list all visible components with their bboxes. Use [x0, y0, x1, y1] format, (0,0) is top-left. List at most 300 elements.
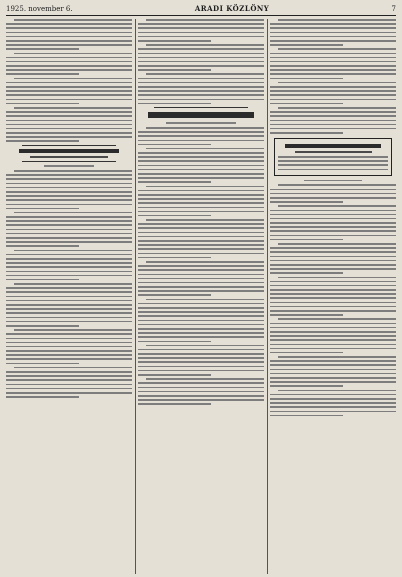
text-line — [270, 352, 343, 354]
text-line — [270, 23, 396, 25]
article-paragraph — [138, 345, 264, 376]
article-paragraph — [6, 367, 132, 398]
text-line — [6, 27, 132, 29]
section-divider — [22, 145, 116, 146]
text-line — [138, 240, 264, 242]
text-line — [6, 363, 79, 365]
text-line — [270, 73, 396, 75]
text-line — [270, 57, 396, 59]
text-line — [270, 406, 396, 408]
text-line — [146, 345, 264, 347]
text-line — [6, 178, 132, 180]
text-line — [270, 364, 396, 366]
article-byline — [166, 122, 235, 124]
article-paragraph — [138, 148, 264, 183]
section-divider — [22, 161, 116, 162]
page-number: 7 — [391, 4, 396, 13]
text-line — [270, 193, 396, 195]
text-line — [6, 40, 132, 42]
text-line — [146, 148, 264, 150]
article-paragraph — [270, 318, 396, 353]
text-line — [6, 82, 132, 84]
article-paragraph — [270, 205, 396, 240]
text-line — [14, 53, 132, 55]
text-line — [138, 361, 264, 363]
text-line — [6, 128, 132, 130]
text-line — [138, 173, 264, 175]
article-paragraph — [138, 378, 264, 405]
text-line — [6, 229, 132, 231]
text-line — [270, 247, 396, 249]
text-line — [6, 321, 132, 323]
text-line — [138, 207, 264, 209]
text-line — [6, 73, 79, 75]
text-line — [270, 90, 396, 92]
article-byline — [304, 180, 362, 182]
text-line — [270, 306, 396, 308]
text-line — [138, 202, 264, 204]
text-line — [6, 258, 132, 260]
text-line — [270, 69, 396, 71]
text-line — [6, 342, 132, 344]
text-line — [138, 215, 211, 217]
text-line — [6, 300, 132, 302]
text-line — [270, 40, 396, 42]
text-line — [270, 214, 396, 216]
text-line — [138, 78, 264, 80]
text-line — [6, 224, 132, 226]
article-paragraph — [270, 184, 396, 202]
text-line — [6, 233, 132, 235]
page-header — [6, 3, 396, 14]
text-line — [270, 394, 396, 396]
text-line — [138, 265, 264, 267]
text-line — [6, 115, 132, 117]
text-line — [270, 103, 343, 105]
article-paragraph — [6, 19, 132, 50]
article-paragraph — [138, 127, 264, 145]
text-line — [6, 338, 132, 340]
text-line — [138, 211, 264, 213]
text-line — [270, 360, 396, 362]
text-line — [138, 177, 264, 179]
text-line — [138, 332, 264, 334]
text-line — [138, 353, 264, 355]
text-line — [270, 377, 396, 379]
text-line — [6, 275, 132, 277]
text-line — [14, 78, 132, 80]
text-line — [278, 356, 396, 358]
text-line — [270, 310, 396, 312]
text-line — [146, 19, 264, 21]
text-line — [270, 53, 396, 55]
text-line — [138, 286, 264, 288]
text-line — [138, 144, 211, 146]
text-line — [6, 296, 132, 298]
text-line — [138, 320, 264, 322]
text-line — [6, 216, 132, 218]
text-line — [138, 290, 264, 292]
text-line — [146, 127, 264, 129]
article-paragraph — [270, 107, 396, 134]
text-line — [138, 23, 264, 25]
text-line — [270, 239, 343, 241]
text-line — [138, 194, 264, 196]
article-paragraph — [6, 107, 132, 142]
text-line — [270, 78, 343, 80]
text-line — [138, 48, 264, 50]
text-line — [138, 349, 264, 351]
text-line — [270, 348, 396, 350]
text-line — [270, 411, 396, 413]
text-line — [270, 230, 396, 232]
text-line — [6, 237, 132, 239]
text-line — [270, 197, 396, 199]
text-line — [138, 374, 211, 376]
text-line — [270, 115, 396, 117]
text-line — [138, 328, 264, 330]
text-line — [6, 220, 132, 222]
text-line — [138, 403, 211, 405]
article-byline — [44, 165, 94, 167]
text-line — [6, 57, 132, 59]
text-line — [6, 44, 132, 46]
text-line — [6, 325, 79, 327]
text-line — [138, 269, 264, 271]
text-line — [6, 69, 132, 71]
text-line — [270, 128, 396, 130]
text-line — [138, 103, 211, 105]
text-line — [6, 90, 132, 92]
text-line — [138, 65, 264, 67]
text-line — [138, 198, 264, 200]
text-line — [138, 253, 264, 255]
text-line — [270, 86, 396, 88]
text-line — [138, 282, 264, 284]
text-line — [6, 111, 132, 113]
article-paragraph — [6, 250, 132, 281]
text-line — [6, 48, 79, 50]
text-line — [146, 299, 264, 301]
text-line — [138, 336, 264, 338]
text-line — [278, 48, 396, 50]
text-line — [278, 107, 396, 109]
text-line — [138, 61, 264, 63]
text-line — [138, 307, 264, 309]
text-line — [6, 354, 132, 356]
text-line — [270, 297, 396, 299]
text-line — [270, 218, 396, 220]
text-line — [138, 86, 264, 88]
text-line — [278, 184, 396, 186]
text-line — [6, 346, 132, 348]
text-line — [138, 236, 264, 238]
column-rule — [135, 19, 136, 574]
article-paragraph — [138, 186, 264, 217]
text-line — [138, 248, 264, 250]
text-line — [6, 304, 132, 306]
text-line — [138, 366, 264, 368]
header-rule — [6, 15, 396, 16]
text-line — [270, 381, 396, 383]
text-line — [146, 186, 264, 188]
text-line — [6, 241, 132, 243]
text-line — [14, 250, 132, 252]
text-line — [270, 264, 396, 266]
article-paragraph — [138, 44, 264, 71]
text-line — [6, 140, 79, 142]
text-line — [270, 120, 396, 122]
column-rule — [267, 19, 268, 574]
text-line — [6, 61, 132, 63]
text-line — [270, 222, 396, 224]
text-line — [138, 391, 264, 393]
text-line — [146, 261, 264, 263]
text-line — [138, 53, 264, 55]
text-line — [6, 103, 79, 105]
text-line — [138, 82, 264, 84]
text-line — [14, 19, 132, 21]
text-line — [138, 94, 264, 96]
text-line — [270, 369, 396, 371]
text-line — [138, 90, 264, 92]
text-line — [6, 86, 132, 88]
text-line — [138, 169, 264, 171]
text-line — [6, 191, 132, 193]
article-paragraph — [138, 19, 264, 42]
text-line — [146, 73, 264, 75]
text-line — [270, 323, 396, 325]
boxed-notice — [274, 138, 392, 176]
text-line — [270, 293, 396, 295]
text-line — [270, 272, 343, 274]
text-line — [270, 327, 396, 329]
text-line — [270, 235, 396, 237]
article-paragraph — [270, 19, 396, 46]
text-line — [138, 294, 211, 296]
article-paragraph — [270, 48, 396, 79]
column-1 — [6, 19, 132, 574]
text-line — [6, 124, 132, 126]
text-line — [270, 210, 396, 212]
text-line — [138, 244, 264, 246]
text-line — [6, 204, 132, 206]
article-paragraph — [270, 390, 396, 417]
text-line — [138, 357, 264, 359]
text-line — [138, 382, 264, 384]
text-line — [6, 287, 132, 289]
article-paragraph — [6, 170, 132, 209]
text-line — [138, 57, 264, 59]
text-line — [138, 160, 264, 162]
text-line — [270, 302, 396, 304]
text-line — [138, 278, 264, 280]
article-heading — [148, 112, 254, 118]
text-line — [6, 99, 132, 101]
text-line — [6, 333, 132, 335]
text-line — [270, 124, 396, 126]
text-line — [6, 32, 132, 34]
text-line — [138, 303, 264, 305]
text-line — [138, 341, 211, 343]
text-line — [270, 132, 343, 134]
text-line — [6, 262, 132, 264]
text-line — [278, 277, 396, 279]
text-line — [138, 32, 264, 34]
issue-date: 1925. november 6. — [6, 4, 73, 13]
text-line — [6, 350, 132, 352]
text-line — [6, 199, 132, 201]
article-paragraph — [138, 219, 264, 258]
text-line — [138, 69, 211, 71]
text-line — [138, 395, 264, 397]
text-line — [270, 32, 396, 34]
text-line — [270, 402, 396, 404]
article-paragraph — [6, 78, 132, 105]
text-line — [138, 190, 264, 192]
text-line — [270, 61, 396, 63]
text-line — [146, 44, 264, 46]
text-line — [138, 131, 264, 133]
text-line — [270, 285, 396, 287]
article-paragraph — [270, 243, 396, 274]
article-paragraph — [6, 53, 132, 76]
text-line — [6, 375, 132, 377]
text-line — [6, 388, 132, 390]
text-line — [278, 82, 396, 84]
text-line — [278, 156, 388, 158]
text-line — [6, 174, 132, 176]
text-line — [6, 23, 132, 25]
text-line — [6, 396, 79, 398]
text-line — [6, 183, 132, 185]
text-line — [6, 392, 132, 394]
newspaper-title: ARADI KÖZLÖNY — [194, 4, 270, 13]
article-paragraph — [270, 277, 396, 316]
text-line — [138, 257, 211, 259]
text-line — [278, 390, 396, 392]
text-line — [6, 317, 132, 319]
text-line — [138, 274, 264, 276]
text-line — [270, 289, 396, 291]
text-line — [270, 281, 396, 283]
text-line — [6, 266, 132, 268]
text-line — [270, 27, 396, 29]
text-line — [6, 36, 132, 38]
text-line — [6, 291, 132, 293]
text-line — [278, 169, 388, 171]
text-line — [270, 226, 396, 228]
text-line — [278, 160, 388, 162]
text-line — [6, 384, 132, 386]
article-paragraph — [6, 329, 132, 364]
text-line — [6, 136, 132, 138]
text-line — [6, 94, 132, 96]
text-line — [138, 370, 264, 372]
text-line — [270, 339, 396, 341]
text-line — [270, 94, 396, 96]
text-line — [6, 254, 132, 256]
text-line — [6, 312, 132, 314]
column-3 — [270, 19, 396, 574]
text-line — [138, 156, 264, 158]
text-line — [6, 358, 132, 360]
text-line — [138, 140, 264, 142]
text-line — [138, 315, 264, 317]
text-line — [146, 378, 264, 380]
article-heading — [19, 149, 120, 153]
text-line — [14, 212, 132, 214]
text-line — [278, 19, 396, 21]
text-line — [270, 201, 343, 203]
text-line — [270, 111, 396, 113]
text-line — [270, 251, 396, 253]
text-line — [278, 164, 388, 166]
text-line — [278, 243, 396, 245]
text-line — [138, 99, 264, 101]
text-line — [6, 271, 132, 273]
text-line — [138, 165, 264, 167]
text-line — [270, 256, 396, 258]
text-line — [270, 398, 396, 400]
text-line — [6, 120, 132, 122]
article-paragraph — [6, 212, 132, 247]
text-line — [270, 314, 343, 316]
text-line — [14, 329, 132, 331]
text-line — [278, 318, 396, 320]
text-line — [270, 260, 396, 262]
text-line — [270, 344, 396, 346]
text-line — [138, 387, 264, 389]
text-line — [6, 65, 132, 67]
text-line — [270, 415, 343, 417]
text-line — [270, 373, 396, 375]
text-line — [138, 232, 264, 234]
text-line — [138, 399, 264, 401]
text-line — [138, 27, 264, 29]
article-paragraph — [6, 283, 132, 326]
text-line — [146, 219, 264, 221]
text-line — [14, 107, 132, 109]
text-line — [270, 268, 396, 270]
column-2 — [138, 19, 264, 574]
text-line — [138, 36, 264, 38]
text-line — [270, 99, 396, 101]
text-line — [14, 367, 132, 369]
text-line — [270, 385, 343, 387]
text-line — [6, 208, 79, 210]
text-line — [14, 170, 132, 172]
text-line — [138, 223, 264, 225]
text-line — [6, 371, 132, 373]
text-line — [138, 227, 264, 229]
text-line — [138, 311, 264, 313]
text-line — [138, 324, 264, 326]
text-line — [270, 44, 343, 46]
article-paragraph — [270, 82, 396, 105]
text-line — [6, 308, 132, 310]
text-line — [278, 205, 396, 207]
section-divider — [154, 107, 248, 108]
text-line — [6, 379, 132, 381]
notice-subheading — [295, 151, 372, 153]
text-line — [138, 181, 211, 183]
text-line — [6, 279, 79, 281]
text-line — [6, 132, 132, 134]
text-line — [6, 195, 132, 197]
text-line — [270, 331, 396, 333]
text-line — [138, 135, 264, 137]
